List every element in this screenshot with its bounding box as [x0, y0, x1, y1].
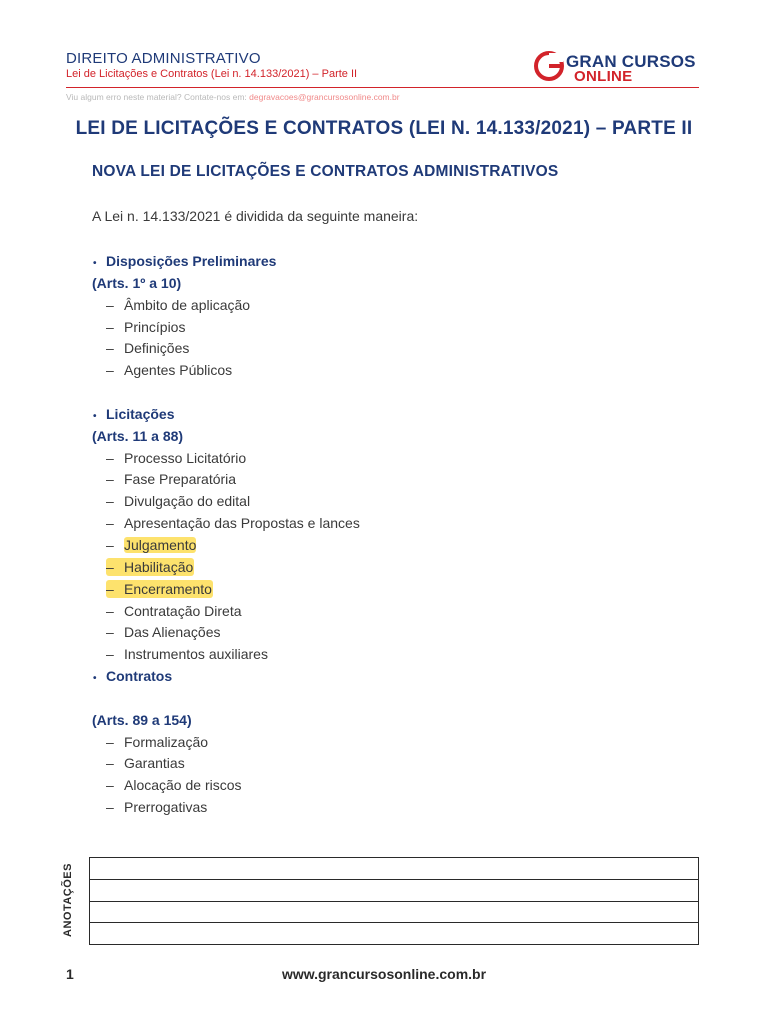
section-title: NOVA LEI DE LICITAÇÕES E CONTRATOS ADMINISTRATIVOS — [92, 163, 559, 180]
notes-box[interactable] — [89, 857, 699, 945]
header-subject: DIREITO ADMINISTRATIVO — [66, 50, 261, 67]
highlighted-label: Habilitação — [124, 558, 194, 575]
articles-range: (Arts. 11 a 88) — [92, 427, 184, 444]
list-item: – Garantias — [106, 755, 185, 772]
list-item — [92, 251, 652, 273]
list-item: – Formalização — [106, 733, 209, 750]
list-item: – Divulgação do edital — [106, 493, 251, 510]
item-label: Fase Preparatória — [124, 471, 237, 488]
list-item: – Âmbito de aplicação — [106, 296, 251, 313]
list-item: – Processo Licitatório — [106, 449, 247, 466]
page-title: LEI DE LICITAÇÕES E CONTRATOS (LEI N. 14.133/2021) – PARTE II — [75, 118, 693, 139]
item-label: Formalização — [124, 733, 209, 750]
logo-g-icon — [534, 51, 564, 81]
item-label: Prerrogativas — [124, 799, 208, 816]
item-label: Âmbito de aplicação — [124, 296, 251, 313]
notes-line — [90, 901, 698, 902]
highlighted-label: Julgamento — [124, 536, 197, 553]
list-item-highlighted: – Encerramento — [106, 580, 212, 597]
bullet-icon: • — [93, 410, 97, 422]
logo-line2: ONLINE — [574, 68, 633, 85]
contact-prefix: Viu algum erro neste material? Contate-nos em: — [66, 92, 250, 102]
item-label: Princípios — [124, 318, 186, 335]
list-item: – Instrumentos auxiliares — [106, 646, 268, 663]
section-heading: Disposições Preliminares — [106, 253, 277, 269]
gran-cursos-logo[interactable] — [534, 50, 704, 84]
list-item: – Prerrogativas — [106, 799, 208, 816]
contact-line — [66, 92, 400, 102]
item-label: Das Alienações — [124, 624, 221, 641]
bullet-icon: • — [93, 673, 97, 685]
list-item-highlighted: – Habilitação — [106, 558, 194, 575]
spacer — [92, 688, 652, 710]
logo-line1: GRAN CURSOS — [566, 52, 696, 71]
list-item: – Princípios — [106, 318, 186, 335]
list-item: – Contratação Direta — [106, 602, 242, 619]
item-label: Apresentação das Propostas e lances — [124, 515, 360, 532]
list-item — [92, 666, 652, 688]
spacer — [92, 382, 652, 404]
notes-label: ANOTAÇÕES — [62, 863, 74, 937]
list-item: – Agentes Públicos — [106, 362, 233, 379]
section-heading: Contratos — [106, 668, 173, 685]
list-item: – Fase Preparatória — [106, 471, 237, 488]
item-label: Garantias — [124, 755, 185, 772]
list-item: – Definições — [106, 340, 190, 357]
articles-range: (Arts. 1º a 10) — [92, 274, 182, 291]
list-item: – Das Alienações — [106, 624, 221, 641]
list-item-highlighted: – Julgamento — [106, 536, 197, 553]
item-label: Contratação Direta — [124, 602, 242, 619]
notes-line — [90, 922, 698, 923]
section-heading: Licitações — [106, 405, 175, 422]
highlighted-label: Encerramento — [124, 580, 212, 597]
bullet-icon: • — [93, 258, 97, 269]
item-label: Agentes Públicos — [124, 362, 233, 379]
item-label: Processo Licitatório — [124, 449, 247, 466]
footer-url-link[interactable]: www.grancursosonline.com.br — [281, 966, 487, 982]
articles-range: (Arts. 89 a 154) — [92, 711, 192, 728]
list-item: – Apresentação das Propostas e lances — [106, 515, 360, 532]
contact-email-link[interactable]: degravacoes@grancursosonline.com.br — [249, 92, 400, 102]
page-number: 1 — [66, 966, 74, 982]
list-item — [92, 404, 652, 426]
notes-line — [90, 879, 698, 880]
item-label: Divulgação do edital — [124, 493, 251, 510]
item-label: Definições — [124, 340, 190, 357]
header-subtitle: Lei de Licitações e Contratos (Lei n. 14.133/2021) – Parte II — [66, 68, 358, 80]
item-label: Instrumentos auxiliares — [124, 646, 268, 663]
intro-text: A Lei n. 14.133/2021 é dividida da seguinte maneira: — [92, 208, 419, 224]
item-label: Alocação de riscos — [124, 777, 242, 794]
header-divider — [66, 87, 699, 88]
law-outline — [92, 251, 652, 819]
list-item: – Alocação de riscos — [106, 777, 242, 794]
